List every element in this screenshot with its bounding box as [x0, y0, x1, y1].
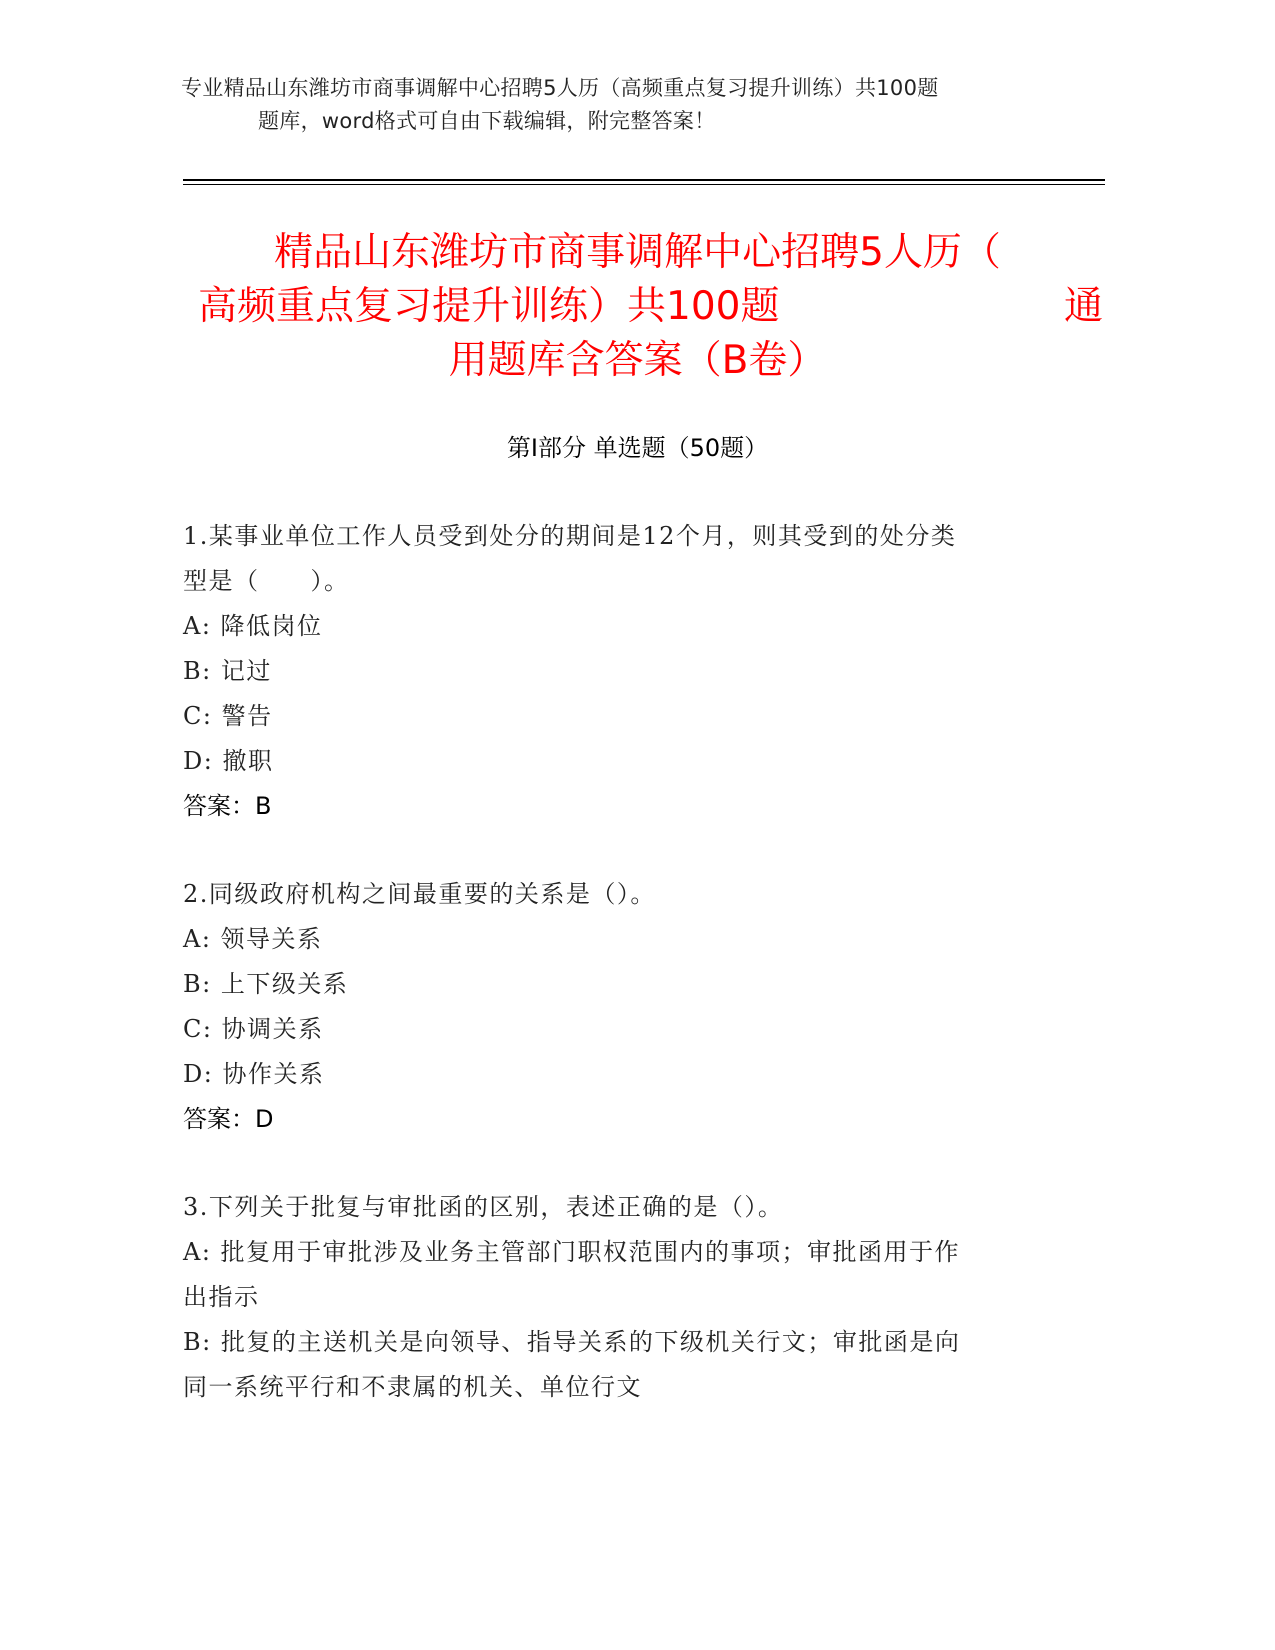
option-b-continued: 同一系统平行和不隶属的机关、单位行文 — [183, 1373, 642, 1401]
option-a-continued: 出指示 — [183, 1283, 260, 1311]
option-a: A: 领导关系 — [183, 925, 323, 953]
option-a: A: 批复用于审批涉及业务主管部门职权范围内的事项；审批函用于作 — [183, 1238, 961, 1266]
answer-label: 答案： — [183, 792, 255, 820]
option-d: D: 撤职 — [183, 747, 274, 775]
option-c: C: 警告 — [183, 702, 273, 730]
header-divider-thick — [183, 179, 1105, 181]
answer-value: D — [255, 1105, 274, 1133]
header-line-2: 题库，word格式可自由下载编辑，附完整答案！ — [258, 109, 716, 133]
option-b: B: 上下级关系 — [183, 970, 349, 998]
option-a: A: 降低岗位 — [183, 612, 323, 640]
answer-value: B — [255, 792, 272, 820]
title-line-2 — [160, 280, 1115, 334]
question-1 — [183, 514, 1063, 829]
title-line-3: 用题库含答案（B卷） — [448, 338, 827, 383]
option-d: D: 协作关系 — [183, 1060, 325, 1088]
title-line-2-right: 通 — [1063, 284, 1103, 329]
question-stem: 1.某事业单位工作人员受到处分的期间是12个月，则其受到的处分类 — [183, 522, 957, 550]
title-line-2-left: 高频重点复习提升训练）共100题 — [198, 284, 780, 329]
header-divider-thin — [183, 184, 1105, 185]
answer — [183, 784, 1063, 829]
option-b: B: 记过 — [183, 657, 272, 685]
option-b: B: 批复的主送机关是向领导、指导关系的下级机关行文；审批函是向 — [183, 1328, 961, 1356]
header-line-1: 专业精品山东潍坊市商事调解中心招聘5人历（高频重点复习提升训练）共100题 — [181, 76, 939, 100]
question-stem: 3.下列关于批复与审批函的区别，表述正确的是（）。 — [183, 1193, 784, 1221]
question-2 — [183, 872, 1063, 1142]
answer-label: 答案： — [183, 1105, 255, 1133]
option-c: C: 协调关系 — [183, 1015, 324, 1043]
document-title — [160, 226, 1115, 388]
question-stem-continued: 型是（ ）。 — [183, 567, 350, 595]
question-list — [183, 514, 1063, 1453]
title-line-1: 精品山东潍坊市商事调解中心招聘5人历（ — [274, 230, 1001, 275]
question-stem: 2.同级政府机构之间最重要的关系是（）。 — [183, 880, 656, 908]
section-title: 第Ⅰ部分 单选题（50题） — [506, 434, 769, 462]
question-3 — [183, 1185, 1063, 1410]
answer — [183, 1097, 1063, 1142]
